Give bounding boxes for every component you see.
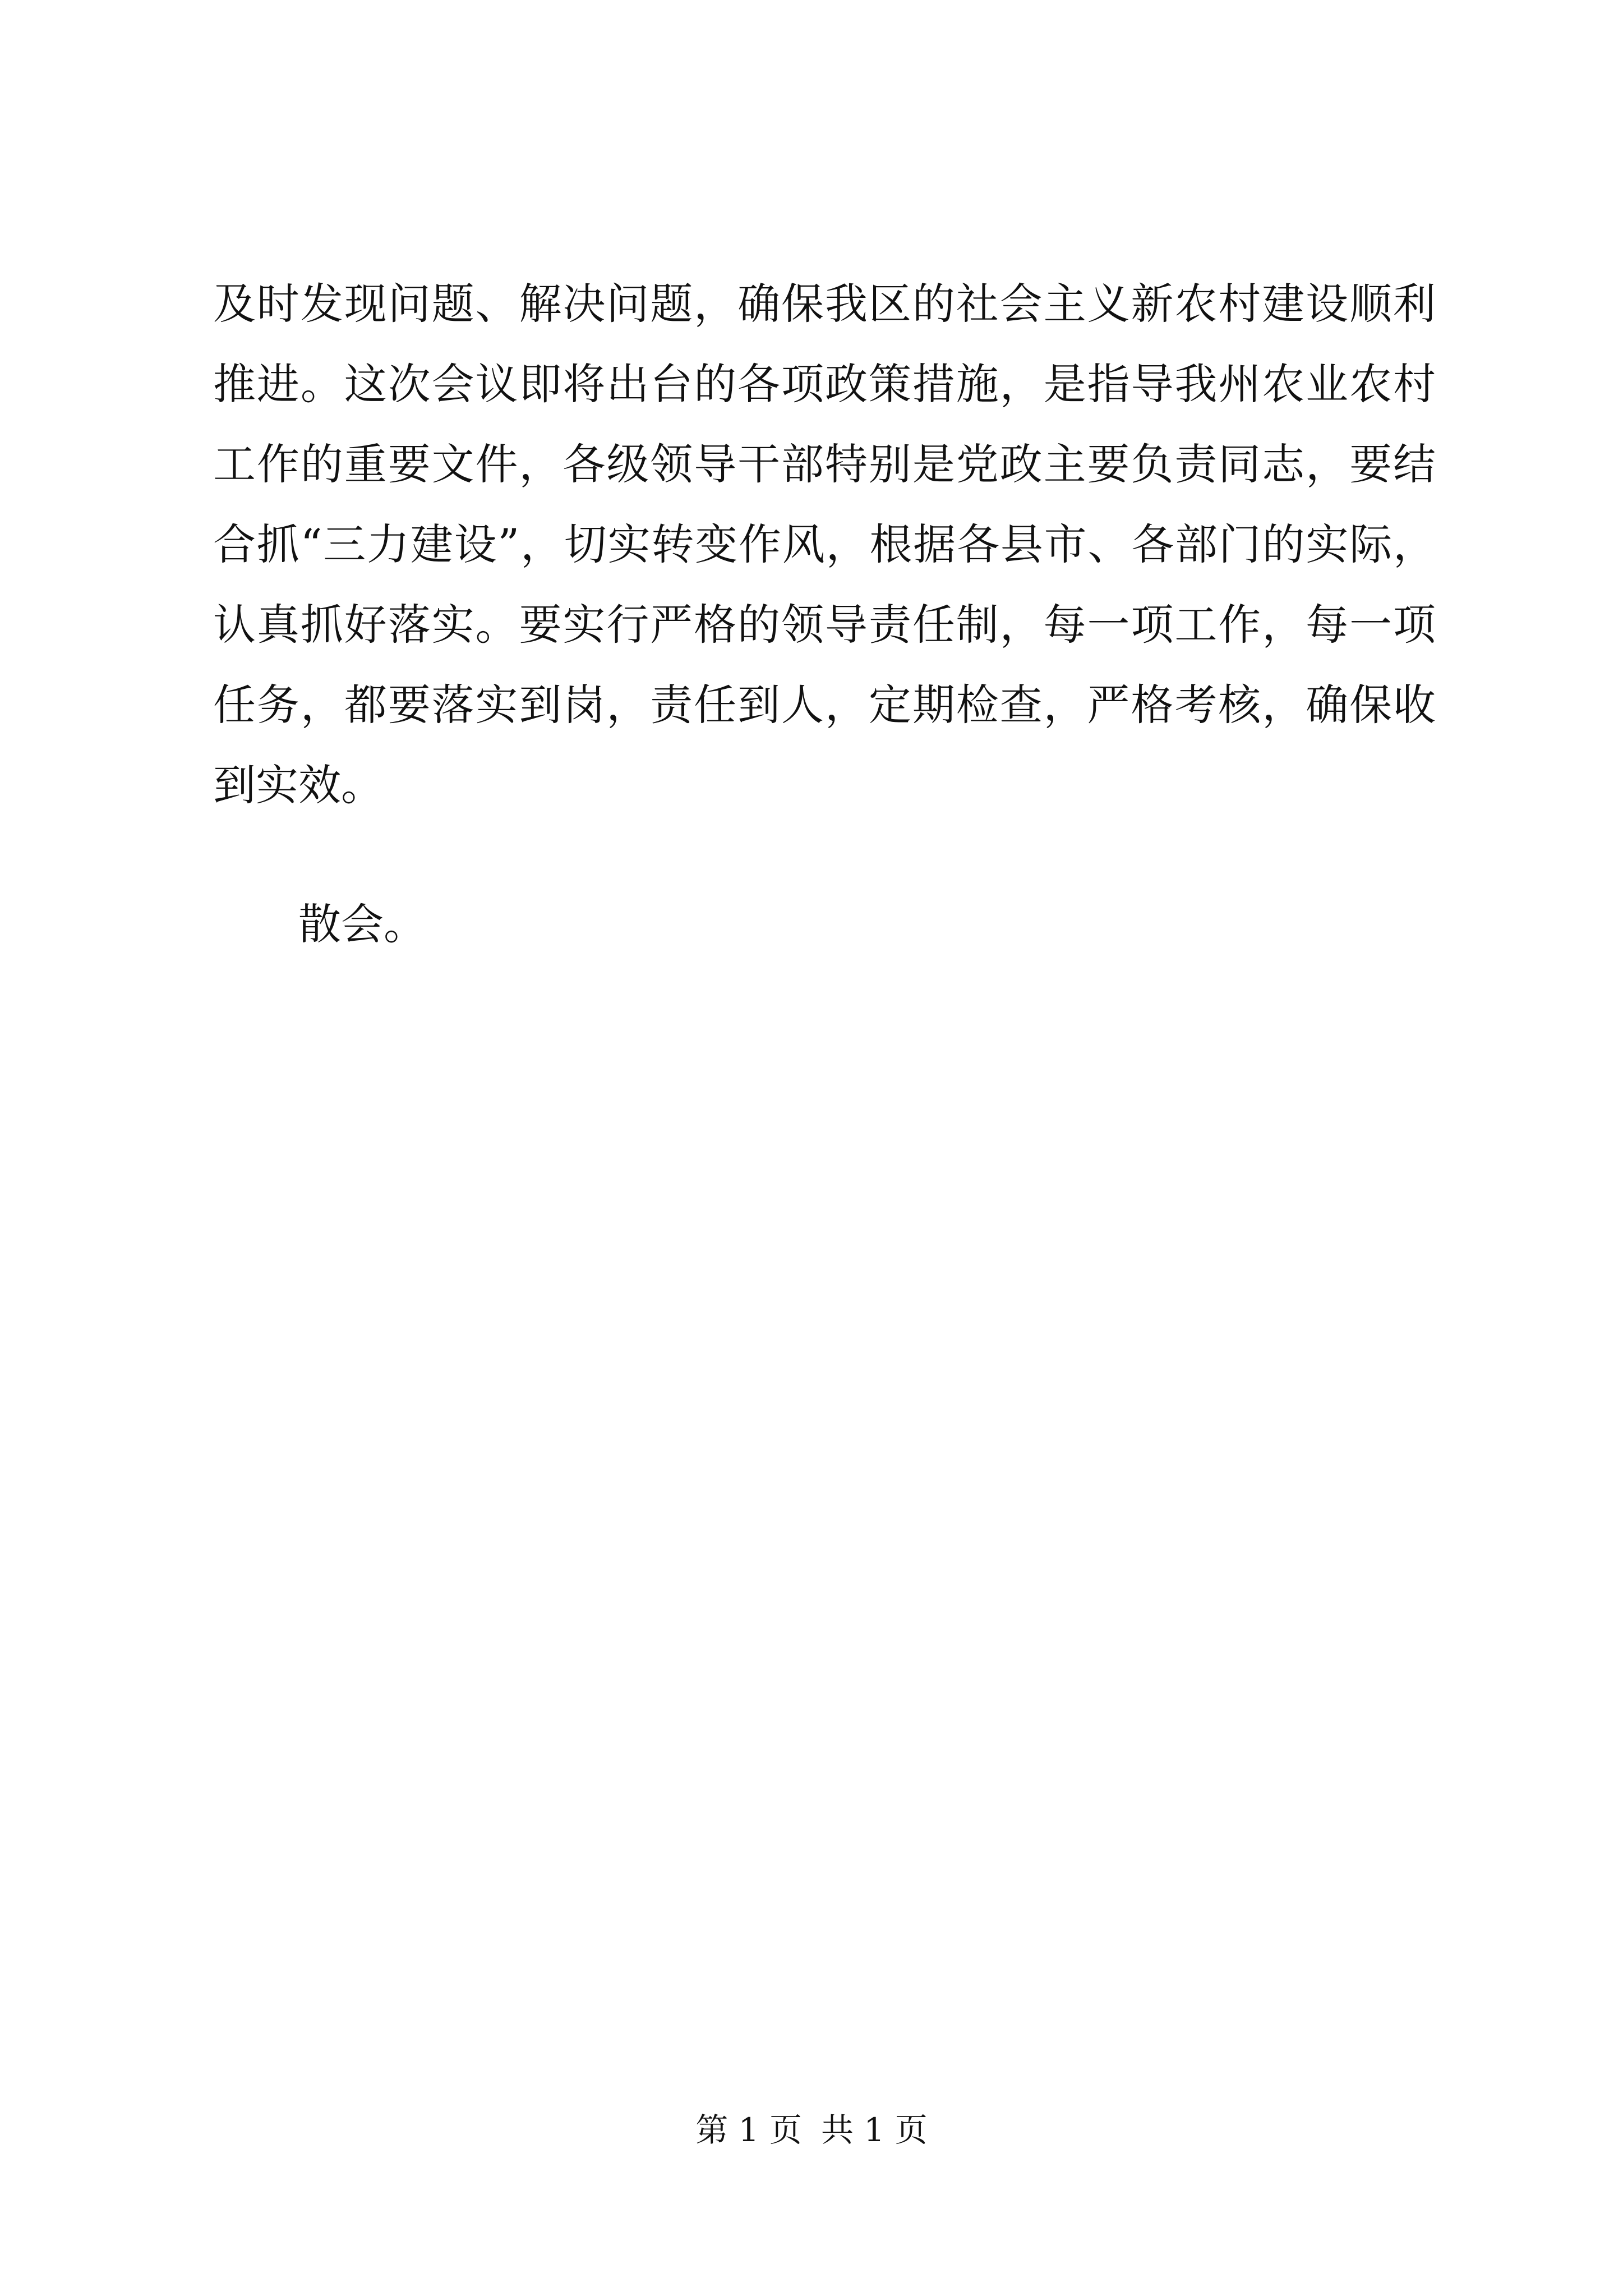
paragraph-line: 任务，都要落实到岗，责任到人，定期检查，严格考核，确保收 (213, 680, 1436, 730)
page-footer (0, 2108, 1623, 2152)
paragraph-line: 工作的重要文件，各级领导干部特别是党政主要负责同志，要结 (213, 439, 1436, 489)
closing-text: 散会。 (298, 899, 426, 949)
paragraph-line: 到实效。 (213, 760, 384, 810)
paragraph-line: 推进。这次会议即将出台的各项政策措施，是指导我州农业农村 (213, 359, 1436, 409)
page-number-total: 共 1 页 (821, 2111, 928, 2149)
body-paragraph (213, 264, 1436, 825)
page-number-current: 第 1 页 (695, 2111, 802, 2149)
paragraph-line: 认真抓好落实。要实行严格的领导责任制，每一项工作，每一项 (213, 600, 1436, 650)
paragraph-line: 合抓“三力建设”，切实转变作风，根据各县市、各部门的实际， (213, 519, 1436, 569)
paragraph-line: 及时发现问题、解决问题，确保我区的社会主义新农村建设顺利 (213, 279, 1436, 329)
